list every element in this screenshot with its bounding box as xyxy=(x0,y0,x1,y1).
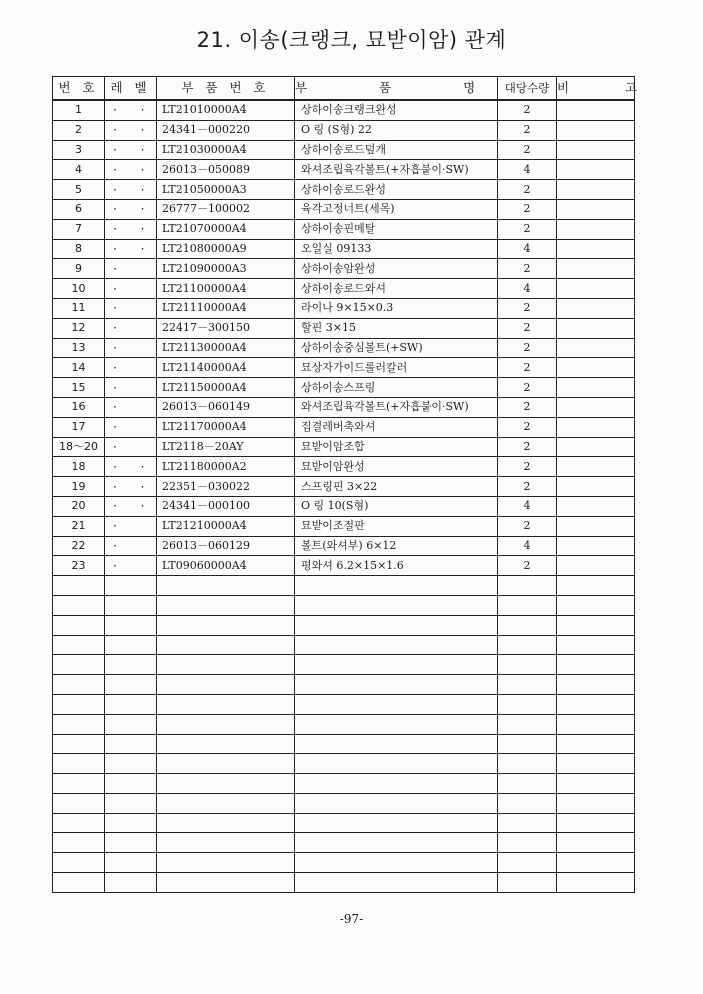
row-part-number: LT21140000A4 xyxy=(157,358,295,378)
row-part-name: 평와셔 6.2×15×1.6 xyxy=(295,556,498,576)
row-quantity: 2 xyxy=(498,100,557,120)
row-remarks xyxy=(557,298,635,318)
empty-cell xyxy=(295,635,498,655)
row-remarks xyxy=(557,457,635,477)
row-part-number: 26013－060129 xyxy=(157,536,295,556)
row-number: 4 xyxy=(53,160,105,180)
empty-cell xyxy=(498,734,557,754)
empty-cell xyxy=(105,873,157,893)
row-part-name: 묘받이조절판 xyxy=(295,516,498,536)
empty-cell xyxy=(105,615,157,635)
empty-cell xyxy=(557,694,635,714)
empty-cell xyxy=(498,576,557,596)
empty-cell xyxy=(295,694,498,714)
empty-cell xyxy=(53,793,105,813)
header-level: 레 벨 xyxy=(105,77,157,101)
empty-cell xyxy=(295,615,498,635)
parts-table xyxy=(52,76,664,893)
row-part-number: LT21030000A4 xyxy=(157,140,295,160)
row-part-name: 묘받이암조합 xyxy=(295,437,498,457)
row-quantity: 2 xyxy=(498,199,557,219)
row-part-name: 할핀 3×15 xyxy=(295,318,498,338)
row-part-name: O 링 10(S형) xyxy=(295,496,498,516)
empty-cell xyxy=(157,694,295,714)
empty-cell xyxy=(53,754,105,774)
row-level: · xyxy=(105,318,157,338)
empty-row xyxy=(53,655,635,675)
table-header xyxy=(53,77,664,101)
table-row xyxy=(53,378,635,398)
row-level: · xyxy=(105,378,157,398)
empty-cell xyxy=(557,675,635,695)
empty-cell xyxy=(498,635,557,655)
empty-cell xyxy=(498,655,557,675)
table-row xyxy=(53,219,635,239)
row-remarks xyxy=(557,239,635,259)
row-part-name: 상하이송암완성 xyxy=(295,259,498,279)
row-level: · · xyxy=(105,496,157,516)
row-part-name: 상하이송로드와셔 xyxy=(295,279,498,299)
table-row xyxy=(53,279,635,299)
row-number: 2 xyxy=(53,120,105,140)
empty-row xyxy=(53,635,635,655)
row-number: 3 xyxy=(53,140,105,160)
row-number: 5 xyxy=(53,180,105,200)
row-remarks xyxy=(557,516,635,536)
empty-row xyxy=(53,694,635,714)
empty-cell xyxy=(53,873,105,893)
empty-cell xyxy=(105,694,157,714)
empty-cell xyxy=(498,694,557,714)
empty-cell xyxy=(157,853,295,873)
table-row xyxy=(53,199,635,219)
row-number: 17 xyxy=(53,417,105,437)
empty-row xyxy=(53,793,635,813)
empty-cell xyxy=(295,754,498,774)
table-row xyxy=(53,477,635,497)
table-row xyxy=(53,338,635,358)
row-part-number: LT21100000A4 xyxy=(157,279,295,299)
empty-row xyxy=(53,873,635,893)
empty-cell xyxy=(557,576,635,596)
row-part-name: 상하이송로드완성 xyxy=(295,180,498,200)
table-row xyxy=(53,437,635,457)
empty-cell xyxy=(295,774,498,794)
row-part-number: LT21050000A3 xyxy=(157,180,295,200)
table-row xyxy=(53,120,635,140)
empty-row xyxy=(53,754,635,774)
row-part-name: 상하이송핀메탈 xyxy=(295,219,498,239)
row-number: 20 xyxy=(53,496,105,516)
row-remarks xyxy=(557,477,635,497)
row-part-number: LT2118－20AY xyxy=(157,437,295,457)
header-part-no: 부 품 번 호 xyxy=(157,77,295,101)
row-remarks xyxy=(557,219,635,239)
empty-cell xyxy=(53,655,105,675)
row-remarks xyxy=(557,199,635,219)
row-remarks xyxy=(557,378,635,398)
empty-cell xyxy=(53,576,105,596)
row-remarks xyxy=(557,140,635,160)
empty-cell xyxy=(105,793,157,813)
row-level: · · xyxy=(105,140,157,160)
row-part-name: 라이나 9×15×0.3 xyxy=(295,298,498,318)
row-part-name: 와셔조립육각볼트(+자흡붙이·SW) xyxy=(295,160,498,180)
empty-cell xyxy=(557,734,635,754)
header-part-name: 부 품 명 xyxy=(295,77,498,101)
empty-cell xyxy=(157,833,295,853)
row-part-name: 볼트(와셔부) 6×12 xyxy=(295,536,498,556)
empty-cell xyxy=(105,675,157,695)
table-row xyxy=(53,140,635,160)
row-part-name: 상하이송크랭크완성 xyxy=(295,100,498,120)
empty-cell xyxy=(498,853,557,873)
empty-cell xyxy=(105,734,157,754)
row-number: 19 xyxy=(53,477,105,497)
empty-cell xyxy=(157,655,295,675)
row-level: · xyxy=(105,556,157,576)
row-part-number: LT21170000A4 xyxy=(157,417,295,437)
empty-cell xyxy=(498,615,557,635)
empty-cell xyxy=(557,595,635,615)
row-level: · · xyxy=(105,199,157,219)
row-part-number: 26013－050089 xyxy=(157,160,295,180)
table-body xyxy=(53,100,635,892)
empty-cell xyxy=(53,813,105,833)
row-number: 16 xyxy=(53,397,105,417)
table-row xyxy=(53,397,635,417)
row-number: 18～20 xyxy=(53,437,105,457)
row-quantity: 4 xyxy=(498,160,557,180)
row-remarks xyxy=(557,437,635,457)
row-number: 18 xyxy=(53,457,105,477)
row-quantity: 4 xyxy=(498,239,557,259)
empty-cell xyxy=(105,833,157,853)
page-title: 21. 이송(크랭크, 묘받이암) 관계 xyxy=(196,28,507,52)
empty-row xyxy=(53,833,635,853)
row-remarks xyxy=(557,180,635,200)
row-quantity: 2 xyxy=(498,318,557,338)
row-part-number: 22351－030022 xyxy=(157,477,295,497)
empty-cell xyxy=(157,754,295,774)
empty-cell xyxy=(53,774,105,794)
row-remarks xyxy=(557,496,635,516)
empty-cell xyxy=(295,793,498,813)
empty-cell xyxy=(157,595,295,615)
row-quantity: 2 xyxy=(498,417,557,437)
row-number: 15 xyxy=(53,378,105,398)
row-quantity: 4 xyxy=(498,536,557,556)
empty-cell xyxy=(157,675,295,695)
empty-cell xyxy=(557,793,635,813)
table-row xyxy=(53,160,635,180)
empty-cell xyxy=(498,675,557,695)
table-row xyxy=(53,100,635,120)
header-no: 번 호 xyxy=(53,77,105,101)
row-part-name: 상하이송로드덮개 xyxy=(295,140,498,160)
row-level: · xyxy=(105,358,157,378)
empty-cell xyxy=(295,853,498,873)
row-number: 14 xyxy=(53,358,105,378)
row-quantity: 2 xyxy=(498,298,557,318)
row-remarks xyxy=(557,318,635,338)
empty-cell xyxy=(105,714,157,734)
row-number: 9 xyxy=(53,259,105,279)
empty-cell xyxy=(157,774,295,794)
row-number: 23 xyxy=(53,556,105,576)
row-number: 10 xyxy=(53,279,105,299)
empty-cell xyxy=(157,714,295,734)
row-number: 6 xyxy=(53,199,105,219)
empty-cell xyxy=(53,694,105,714)
empty-row xyxy=(53,576,635,596)
row-part-number: LT21130000A4 xyxy=(157,338,295,358)
empty-cell xyxy=(295,714,498,734)
empty-row xyxy=(53,853,635,873)
row-level: · · xyxy=(105,219,157,239)
row-level: · xyxy=(105,279,157,299)
empty-cell xyxy=(105,774,157,794)
row-remarks xyxy=(557,417,635,437)
empty-cell xyxy=(295,655,498,675)
empty-cell xyxy=(295,675,498,695)
page-number: -97- xyxy=(339,912,364,926)
empty-cell xyxy=(157,734,295,754)
row-number: 13 xyxy=(53,338,105,358)
row-part-number: 26013－060149 xyxy=(157,397,295,417)
empty-cell xyxy=(557,873,635,893)
row-quantity: 2 xyxy=(498,180,557,200)
table-row xyxy=(53,298,635,318)
table-row xyxy=(53,180,635,200)
row-remarks xyxy=(557,120,635,140)
row-part-number: 26777－100002 xyxy=(157,199,295,219)
row-part-number: LT21010000A4 xyxy=(157,100,295,120)
empty-cell xyxy=(53,833,105,853)
empty-cell xyxy=(557,615,635,635)
row-level: · xyxy=(105,397,157,417)
row-quantity: 2 xyxy=(498,140,557,160)
empty-row xyxy=(53,774,635,794)
empty-cell xyxy=(105,754,157,774)
row-part-number: LT21070000A4 xyxy=(157,219,295,239)
row-part-name: 집결레버축와셔 xyxy=(295,417,498,437)
row-remarks xyxy=(557,259,635,279)
empty-cell xyxy=(157,813,295,833)
row-number: 12 xyxy=(53,318,105,338)
empty-row xyxy=(53,813,635,833)
row-quantity: 2 xyxy=(498,219,557,239)
empty-cell xyxy=(557,833,635,853)
row-quantity: 2 xyxy=(498,457,557,477)
row-quantity: 2 xyxy=(498,259,557,279)
row-number: 22 xyxy=(53,536,105,556)
row-quantity: 2 xyxy=(498,338,557,358)
empty-cell xyxy=(557,714,635,734)
row-part-name: 묘받이암완성 xyxy=(295,457,498,477)
empty-cell xyxy=(157,793,295,813)
row-part-name: 상하이송스프링 xyxy=(295,378,498,398)
table-row xyxy=(53,536,635,556)
row-part-name: O 링 (S형) 22 xyxy=(295,120,498,140)
empty-cell xyxy=(498,774,557,794)
empty-cell xyxy=(557,853,635,873)
row-level: · · xyxy=(105,180,157,200)
row-quantity: 2 xyxy=(498,358,557,378)
table-row xyxy=(53,318,635,338)
empty-cell xyxy=(498,793,557,813)
empty-cell xyxy=(157,873,295,893)
empty-cell xyxy=(557,635,635,655)
row-part-name: 스프링핀 3×22 xyxy=(295,477,498,497)
table-row xyxy=(53,556,635,576)
row-quantity: 4 xyxy=(498,496,557,516)
empty-cell xyxy=(295,734,498,754)
row-number: 8 xyxy=(53,239,105,259)
row-part-number: LT21180000A2 xyxy=(157,457,295,477)
row-level: · xyxy=(105,259,157,279)
empty-cell xyxy=(53,675,105,695)
empty-cell xyxy=(157,635,295,655)
row-quantity: 2 xyxy=(498,397,557,417)
row-level: · · xyxy=(105,457,157,477)
empty-cell xyxy=(157,615,295,635)
row-part-name: 오일실 09133 xyxy=(295,239,498,259)
empty-cell xyxy=(105,635,157,655)
table-row xyxy=(53,358,635,378)
row-quantity: 2 xyxy=(498,378,557,398)
empty-row xyxy=(53,615,635,635)
row-part-name: 육각고정너트(세목) xyxy=(295,199,498,219)
row-level: · · xyxy=(105,100,157,120)
empty-cell xyxy=(53,595,105,615)
row-quantity: 2 xyxy=(498,516,557,536)
empty-cell xyxy=(157,576,295,596)
empty-cell xyxy=(53,615,105,635)
row-quantity: 4 xyxy=(498,279,557,299)
row-remarks xyxy=(557,358,635,378)
empty-cell xyxy=(295,833,498,853)
row-remarks xyxy=(557,397,635,417)
row-level: · xyxy=(105,437,157,457)
empty-cell xyxy=(53,714,105,734)
row-level: · xyxy=(105,536,157,556)
row-part-number: 24341－000220 xyxy=(157,120,295,140)
row-remarks xyxy=(557,279,635,299)
row-part-name: 상하이송중심볼트(+SW) xyxy=(295,338,498,358)
row-remarks xyxy=(557,160,635,180)
row-number: 11 xyxy=(53,298,105,318)
row-part-name: 묘상자가이드롤러칼러 xyxy=(295,358,498,378)
header-remarks: 비 고 xyxy=(557,77,635,101)
row-part-number: LT21210000A4 xyxy=(157,516,295,536)
empty-cell xyxy=(498,714,557,734)
row-number: 7 xyxy=(53,219,105,239)
empty-cell xyxy=(53,734,105,754)
row-quantity: 2 xyxy=(498,437,557,457)
row-remarks xyxy=(557,556,635,576)
table-row xyxy=(53,457,635,477)
table-row xyxy=(53,496,635,516)
empty-row xyxy=(53,675,635,695)
row-number: 1 xyxy=(53,100,105,120)
row-quantity: 2 xyxy=(498,556,557,576)
row-part-number: 22417－300150 xyxy=(157,318,295,338)
empty-cell xyxy=(557,754,635,774)
empty-cell xyxy=(105,813,157,833)
empty-cell xyxy=(498,754,557,774)
empty-cell xyxy=(53,635,105,655)
row-remarks xyxy=(557,536,635,556)
row-level: · · xyxy=(105,160,157,180)
empty-cell xyxy=(295,576,498,596)
row-level: · · xyxy=(105,239,157,259)
empty-cell xyxy=(498,595,557,615)
table-row xyxy=(53,516,635,536)
empty-cell xyxy=(105,853,157,873)
empty-row xyxy=(53,734,635,754)
row-quantity: 2 xyxy=(498,120,557,140)
table-row xyxy=(53,417,635,437)
empty-row xyxy=(53,595,635,615)
row-level: · · xyxy=(105,120,157,140)
table-row xyxy=(53,239,635,259)
row-level: · xyxy=(105,298,157,318)
row-number: 21 xyxy=(53,516,105,536)
row-part-name: 와셔조립육각볼트(+자흡붙이·SW) xyxy=(295,397,498,417)
row-level: · xyxy=(105,338,157,358)
row-part-number: LT21080000A9 xyxy=(157,239,295,259)
empty-row xyxy=(53,714,635,734)
empty-cell xyxy=(53,853,105,873)
table-row xyxy=(53,259,635,279)
row-remarks xyxy=(557,100,635,120)
empty-cell xyxy=(557,813,635,833)
empty-cell xyxy=(557,774,635,794)
empty-cell xyxy=(105,655,157,675)
row-part-number: 24341－000100 xyxy=(157,496,295,516)
empty-cell xyxy=(295,873,498,893)
row-level: · xyxy=(105,417,157,437)
empty-cell xyxy=(498,873,557,893)
empty-cell xyxy=(105,576,157,596)
empty-cell xyxy=(557,655,635,675)
row-part-number: LT21150000A4 xyxy=(157,378,295,398)
row-part-number: LT21090000A3 xyxy=(157,259,295,279)
row-level: · · xyxy=(105,477,157,497)
empty-cell xyxy=(295,813,498,833)
header-qty: 대당수량 xyxy=(498,77,557,101)
empty-cell xyxy=(295,595,498,615)
empty-cell xyxy=(498,833,557,853)
row-level: · xyxy=(105,516,157,536)
empty-cell xyxy=(105,595,157,615)
row-remarks xyxy=(557,338,635,358)
empty-cell xyxy=(498,813,557,833)
row-quantity: 2 xyxy=(498,477,557,497)
row-part-number: LT21110000A4 xyxy=(157,298,295,318)
row-part-number: LT09060000A4 xyxy=(157,556,295,576)
